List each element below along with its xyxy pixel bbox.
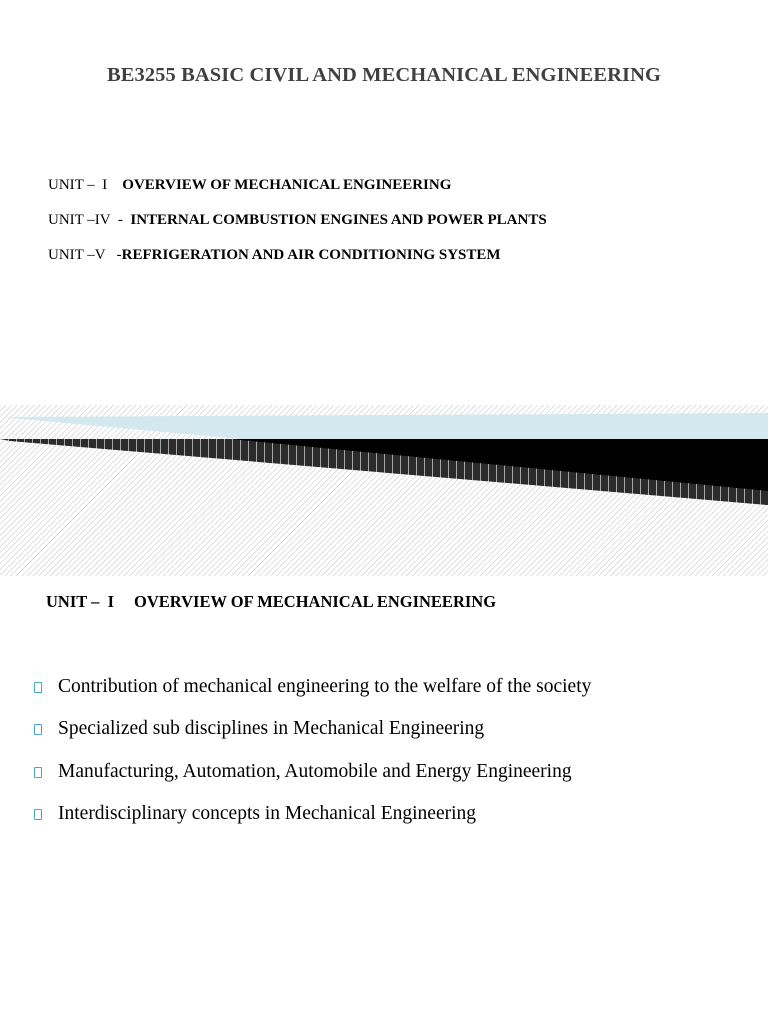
bullet-text: Contribution of mechanical engineering to the welfare of the society [58, 676, 592, 697]
unit-prefix: UNIT –IV - [48, 212, 131, 228]
slide-divider-graphic [0, 405, 768, 576]
heading-prefix: UNIT – I [46, 592, 115, 611]
bullet-icon [34, 767, 42, 778]
slide-1 [0, 0, 768, 410]
bullet-icon [34, 809, 42, 820]
bullet-text: Specialized sub disciplines in Mechanical Engineering [58, 718, 485, 740]
unit-title: INTERNAL COMBUSTION ENGINES AND POWER PLANTS [130, 212, 547, 228]
heading-title: OVERVIEW OF MECHANICAL ENGINEERING [134, 592, 497, 611]
unit-line-1 [48, 177, 451, 194]
bullet-icon [34, 682, 42, 693]
unit-prefix: UNIT –V - [48, 247, 122, 263]
slide-2 [0, 576, 768, 1024]
bullet-text: Manufacturing, Automation, Automobile and Energy Engineering [58, 760, 572, 782]
bullet-text: Interdisciplinary concepts in Mechanical Engineering [58, 803, 477, 825]
bullet-icon [34, 724, 42, 735]
page-title: BE3255 BASIC CIVIL AND MECHANICAL ENGINEERING [106, 64, 662, 86]
unit-line-4 [48, 212, 547, 229]
list-item [34, 718, 591, 760]
list-item [34, 761, 591, 803]
unit-title: REFRIGERATION AND AIR CONDITIONING SYSTEM [121, 247, 501, 263]
list-item [34, 803, 591, 845]
unit-title: OVERVIEW OF MECHANICAL ENGINEERING [122, 177, 452, 193]
list-item [34, 676, 591, 718]
bullet-list [34, 676, 591, 846]
section-heading [46, 592, 496, 612]
unit-line-5 [48, 247, 501, 264]
unit-prefix: UNIT – I [48, 177, 123, 193]
